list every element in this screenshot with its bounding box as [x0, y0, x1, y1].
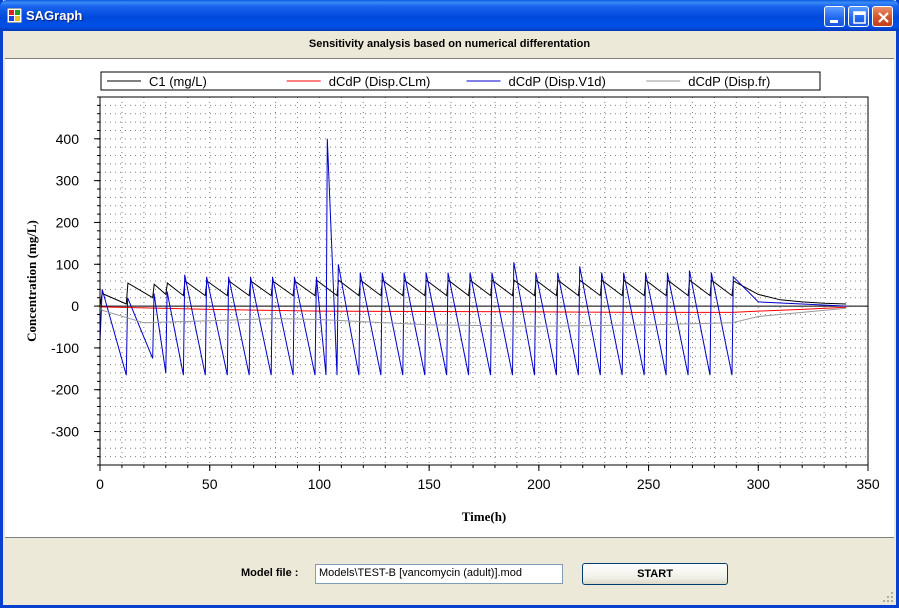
sagraph-app-icon — [7, 8, 22, 23]
legend-label-3: dCdP (Disp.V1d) — [508, 74, 606, 89]
bottom-panel — [3, 540, 896, 605]
resize-grip-icon[interactable] — [882, 591, 894, 603]
y-tick-label: -100 — [50, 339, 79, 356]
x-tick-label: 150 — [417, 476, 441, 492]
y-tick-label: 300 — [55, 172, 79, 189]
chart-panel — [5, 58, 894, 538]
close-button[interactable] — [872, 6, 893, 27]
x-tick-label: 350 — [856, 476, 880, 492]
minimize-button[interactable] — [824, 6, 845, 27]
title-bar[interactable] — [0, 0, 899, 31]
x-tick-label: 100 — [307, 476, 332, 492]
model-file-label: Model file : — [241, 567, 299, 579]
y-tick-label: 200 — [55, 214, 79, 231]
legend-label-2: dCdP (Disp.CLm) — [328, 74, 431, 89]
x-tick-label: 300 — [746, 476, 770, 492]
x-tick-label: 200 — [527, 476, 551, 492]
y-tick-label: 0 — [71, 298, 79, 315]
y-axis-label: Concentration (mg/L) — [24, 220, 39, 342]
start-button[interactable]: START — [582, 563, 728, 585]
sensitivity-chart — [5, 59, 894, 537]
y-tick-label: 100 — [55, 256, 79, 273]
x-tick-label: 0 — [96, 476, 104, 492]
minimize-icon — [825, 7, 846, 28]
x-axis-label: Time(h) — [461, 509, 507, 524]
legend-label-1: C1 (mg/L) — [149, 74, 207, 89]
maximize-icon — [849, 7, 870, 28]
y-tick-label: -300 — [50, 423, 79, 440]
model-file-input[interactable]: Models\TEST-B [vancomycin (adult)].mod — [315, 564, 563, 584]
chart-subtitle: Sensitivity analysis based on numerical differentation — [308, 38, 591, 50]
close-icon — [873, 7, 894, 28]
window-title: SAGraph — [26, 8, 83, 23]
x-tick-label: 50 — [201, 476, 218, 492]
y-tick-label: -200 — [50, 381, 79, 398]
y-tick-label: 400 — [55, 130, 79, 147]
series-line-3 — [100, 139, 846, 375]
maximize-button[interactable] — [848, 6, 869, 27]
x-tick-label: 250 — [636, 476, 661, 492]
legend-label-4: dCdP (Disp.fr) — [688, 74, 771, 89]
